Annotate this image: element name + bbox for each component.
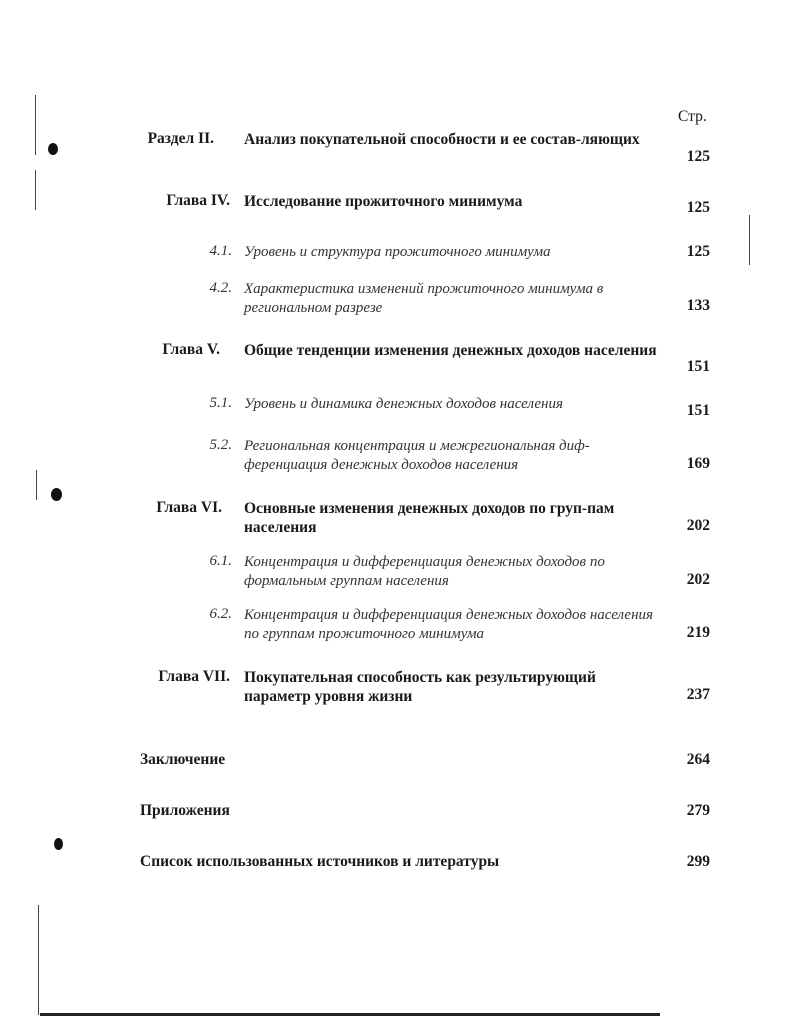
- page-number: 169: [686, 455, 710, 472]
- page-number: 125: [686, 148, 710, 165]
- scan-edge-mark: [36, 470, 37, 500]
- page-number: 237: [686, 686, 710, 703]
- scan-blot: [54, 838, 63, 850]
- page-number: 151: [686, 358, 710, 375]
- subsection-title: Региональная концентрация и межрегиональная диф-ференциация денежных доходов населения: [244, 438, 590, 473]
- page-number: 133: [686, 297, 710, 314]
- scan-bottom-edge: [40, 1013, 660, 1016]
- subsection-title: Характеристика изменений прожиточного минимума в региональном разрезе: [244, 281, 604, 316]
- page-number: 125: [686, 199, 710, 216]
- chapter-title: Исследование прожиточного минимума: [244, 193, 523, 210]
- page-number: 202: [686, 517, 710, 534]
- subsection-number: 6.2.: [209, 606, 232, 622]
- subsection-title: Уровень и динамика денежных доходов населения: [244, 396, 563, 412]
- scan-blot: [48, 143, 58, 155]
- subsection-number: 5.1.: [209, 395, 232, 411]
- chapter-label: Глава VI.: [156, 499, 222, 516]
- subsection-title: Концентрация и дифференциация денежных доходов населения по группам прожиточного минимума: [244, 607, 653, 642]
- scan-blot: [51, 488, 62, 501]
- chapter-label: Глава IV.: [166, 192, 230, 209]
- scan-edge-mark: [38, 905, 39, 1015]
- page-number: 151: [686, 402, 710, 419]
- chapter-title: Общие тенденции изменения денежных доходов населения: [244, 342, 657, 359]
- scan-edge-mark: [35, 95, 36, 155]
- conclusion-title: Заключение: [140, 751, 226, 768]
- appendices-title: Приложения: [140, 802, 230, 819]
- page-number: 202: [686, 571, 710, 588]
- subsection-title: Уровень и структура прожиточного минимума: [244, 244, 551, 260]
- subsection-number: 6.1.: [209, 553, 232, 569]
- chapter-label: Глава V.: [162, 341, 220, 358]
- references-title: Список использованных источников и литературы: [140, 853, 500, 870]
- chapter-label: Глава VII.: [158, 668, 230, 685]
- page-number: 264: [686, 751, 710, 768]
- subsection-number: 5.2.: [209, 437, 232, 453]
- page-column-header: Стр.: [678, 108, 707, 125]
- page-number: 125: [686, 243, 710, 260]
- section-title: Анализ покупательной способности и ее состав-ляющих: [244, 131, 640, 148]
- page-number: 279: [686, 802, 710, 819]
- page-number: 299: [686, 853, 710, 870]
- scan-edge-mark: [35, 170, 36, 210]
- section-label: Раздел II.: [147, 130, 214, 147]
- subsection-number: 4.2.: [209, 280, 232, 296]
- chapter-title: Покупательная способность как результирующий параметр уровня жизни: [244, 669, 596, 705]
- chapter-title: Основные изменения денежных доходов по груп-пам населения: [244, 500, 615, 536]
- page-number: 219: [686, 624, 710, 641]
- scan-edge-mark: [749, 215, 750, 265]
- subsection-number: 4.1.: [209, 243, 232, 259]
- subsection-title: Концентрация и дифференциация денежных доходов по формальным группам населения: [244, 554, 605, 589]
